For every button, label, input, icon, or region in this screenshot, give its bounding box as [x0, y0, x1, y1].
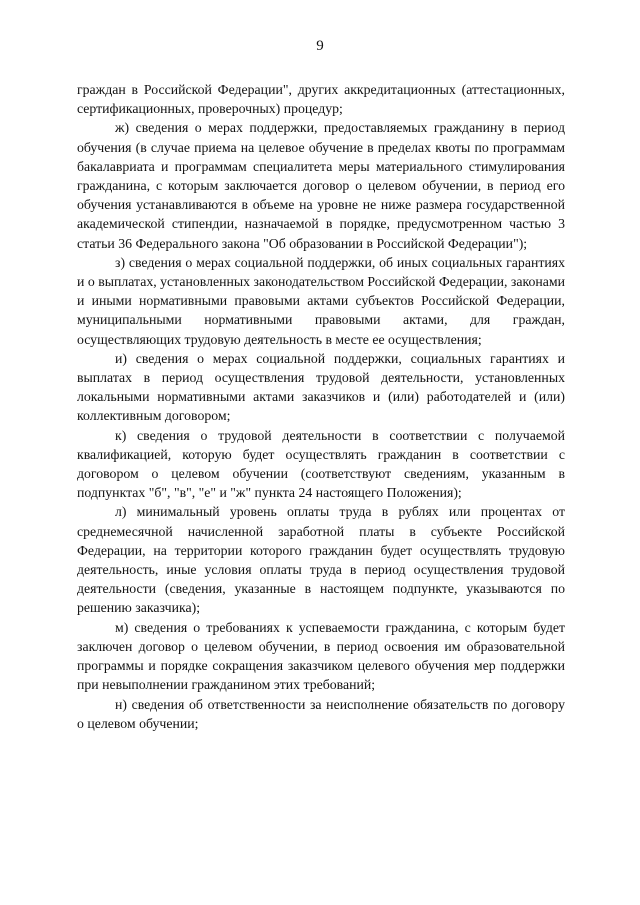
paragraph-item-zh: ж) сведения о мерах поддержки, предоставляемых гражданину в период обучения (в случае приема на целевое обучение в пределах квоты по программам бакалавриата и программам специалитета меры материального стимулирования гражданина, с которым заключается договор о целевом обучении, в период его обучения устанавливаются в объеме на уровне не ниже размера государственной академической стипендии, назначаемой в порядке, предусмотренном частью 3 статьи 36 Федерального закона "Об образовании в Российской Федерации"); [77, 120, 565, 251]
paragraph-item-i: и) сведения о мерах социальной поддержки, социальных гарантиях и выплатах в период осуществления трудовой деятельности, установленных локальными нормативными актами заказчиков и (или) работодателей и (или) коллективным договором; [77, 350, 565, 424]
paragraph-item-m: м) сведения о требованиях к успеваемости гражданина, с которым будет заключен договор о целевом обучении, в период освоения им образовательной программы и порядке сокращения заказчиком целевого обучения мер поддержки при невыполнении гражданином этих требований; [77, 619, 565, 693]
paragraph-continuation: граждан в Российской Федерации", других аккредитационных (аттестационных, сертификационных, проверочных) процедур; [77, 82, 565, 117]
paragraph-item-k: к) сведения о трудовой деятельности в соответствии с получаемой квалификацией, которую будет осуществлять гражданин в соответствии с договором о целевом обучении (соответствуют сведениям, указанным в подпунктах "б", "в", "е" и "ж" пункта 24 настоящего Положения); [77, 427, 565, 501]
paragraph-item-n: н) сведения об ответственности за неисполнение обязательств по договору о целевом обучении; [77, 696, 565, 731]
paragraph-item-z: з) сведения о мерах социальной поддержки, об иных социальных гарантиях и о выплатах, установленных законодательством Российской Федерации, законами и иными нормативными правовыми актами субъектов Российской Федерации, муниципальными нормативными правовыми актами, для граждан, осуществляющих трудовую деятельность в месте ее осуществления; [77, 254, 565, 347]
paragraph-item-l: л) минимальный уровень оплаты труда в рублях или процентах от среднемесячной начисленной заработной платы в субъекте Российской Федерации, на территории которого гражданин будет осуществлять трудовую деятельность, иные условия оплаты труда в период осуществления трудовой деятельности (сведения, указанные в настоящем подпункте, указываются по решению заказчика); [77, 504, 565, 616]
document-body [77, 80, 565, 733]
page-number: 9 [316, 38, 324, 54]
